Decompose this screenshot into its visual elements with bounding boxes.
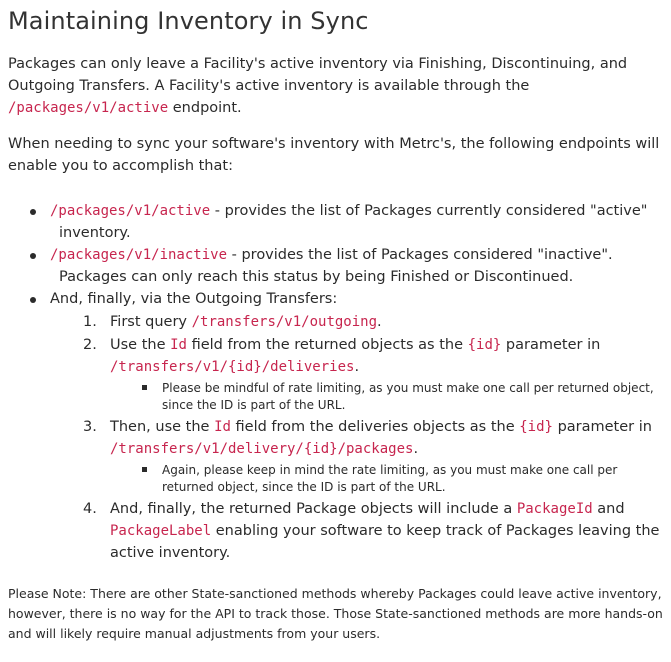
- package-id-code: PackageId: [516, 501, 593, 517]
- delivery-packages-endpoint-code: /transfers/v1/delivery/{id}/packages: [110, 441, 414, 457]
- step-text: parameter in: [501, 337, 601, 353]
- step-text: Use the: [110, 337, 171, 353]
- sync-intro-paragraph: When needing to sync your software's inventory with Metrc's, the following endpoints will enable you to accomplish that:: [8, 136, 660, 174]
- step-2-notes: [110, 380, 665, 414]
- deliveries-endpoint-code: /transfers/v1/{id}/deliveries: [110, 359, 355, 375]
- list-item-active: [8, 200, 665, 244]
- step-text-end: .: [354, 359, 360, 375]
- packages-inactive-code: /packages/v1/inactive: [50, 247, 228, 263]
- id-param-code: {id}: [467, 337, 502, 353]
- step-number: 2.: [83, 337, 97, 353]
- document: [8, 0, 665, 644]
- step-text-end: .: [377, 314, 382, 330]
- step-text: parameter in: [552, 419, 652, 435]
- packages-active-code: /packages/v1/active: [8, 100, 169, 116]
- inactive-description: - provides the list of Packages considered "inactive".: [227, 247, 613, 263]
- intro-text: Packages can only leave a Facility's active inventory via Finishing, Discontinuing, and Outgoing Transfers. A Facility's active inventory is available through the: [8, 56, 628, 94]
- rate-limit-note: Please be mindful of rate limiting, as you must make one call per returned object, since the ID is part of the URL.: [110, 380, 665, 414]
- step-1: [50, 311, 665, 333]
- intro-paragraph: [8, 53, 665, 119]
- active-description: - provides the list of Packages currently considered "active": [210, 203, 648, 219]
- id-param-code: {id}: [519, 419, 553, 435]
- step-text: field from the deliveries objects as the: [230, 419, 520, 435]
- transfers-outgoing-code: /transfers/v1/outgoing: [191, 314, 378, 330]
- inactive-description-cont: Packages can only reach this status by being Finished or Discontinued.: [59, 269, 574, 285]
- id-field-code: Id: [170, 337, 187, 353]
- active-description-cont: inventory.: [59, 225, 131, 241]
- id-field-code: Id: [214, 419, 231, 435]
- step-text-end: .: [413, 441, 419, 457]
- step-text: field from the returned objects as the: [186, 337, 468, 353]
- step-3-notes: [110, 462, 665, 496]
- step-text: and: [592, 501, 625, 517]
- page-title: Maintaining Inventory in Sync: [8, 7, 369, 35]
- endpoint-list: [8, 200, 665, 564]
- list-item-inactive: [8, 244, 665, 288]
- step-text: And, finally, the returned Package objects will include a: [110, 501, 517, 517]
- step-number: 4.: [83, 501, 97, 517]
- please-note: Please Note: There are other State-sanctioned methods whereby Packages could leave active inventory, however, there is no way for the API to track those. Those State-sanctioned methods are more hands-on and will likely require manual adjustments from your users.: [8, 586, 663, 641]
- step-4: [50, 498, 665, 564]
- transfers-description: And, finally, via the Outgoing Transfers:: [50, 291, 338, 307]
- packages-active-code: /packages/v1/active: [50, 203, 211, 219]
- step-text: First query: [110, 314, 192, 330]
- rate-limit-note: Again, please keep in mind the rate limiting, as you must make one call per returned object, since the ID is part of the URL.: [110, 462, 665, 496]
- step-2: [50, 334, 665, 414]
- transfer-steps: [50, 311, 665, 564]
- step-number: 1.: [83, 314, 97, 330]
- step-text-end: enabling your software to keep track of Packages leaving the active inventory.: [110, 523, 660, 561]
- list-item-transfers: [8, 288, 665, 564]
- intro-text-end: endpoint.: [168, 100, 242, 116]
- step-text: Then, use the: [110, 419, 215, 435]
- package-label-code: PackageLabel: [110, 523, 212, 539]
- step-number: 3.: [83, 419, 97, 435]
- step-3: [50, 416, 665, 496]
